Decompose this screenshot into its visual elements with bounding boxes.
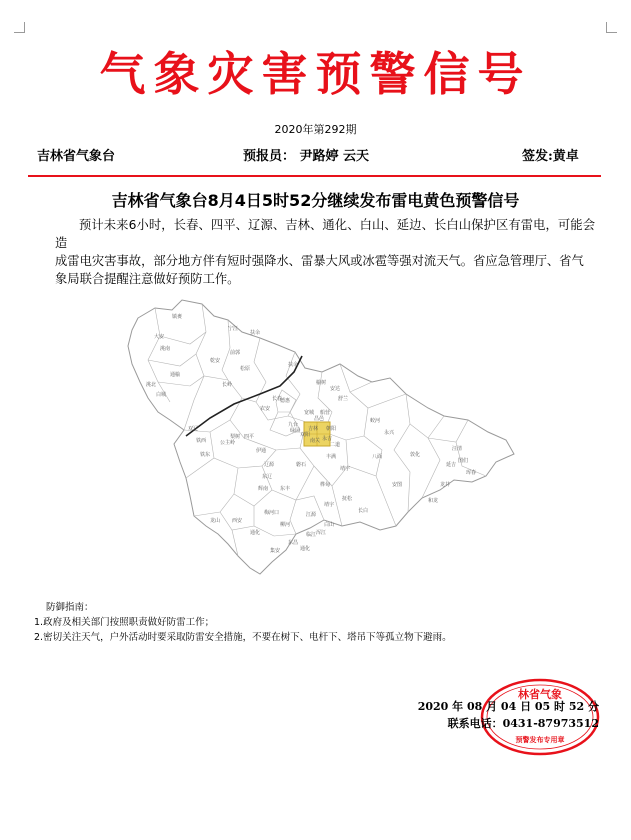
map-label: 通化 xyxy=(250,530,261,536)
map-label: 乾安 xyxy=(210,358,221,364)
map-label: 舒兰 xyxy=(338,396,349,402)
map-label: 东丰 xyxy=(280,486,291,492)
map-label: 磐石 xyxy=(296,462,307,468)
map-label: 昌邑 xyxy=(314,416,325,422)
map-label: 绿园 xyxy=(290,428,301,434)
map-label: 西安 xyxy=(232,518,243,524)
body-line: 成雷电灾害事故，部分地方伴有短时强降水、雷暴大风或冰雹等强对流天气。省应急管理厅、省气 xyxy=(55,254,584,268)
map-label: 双辽 xyxy=(188,426,199,432)
map-label: 铁西 xyxy=(196,438,207,444)
map-label: 通榆 xyxy=(170,372,181,378)
map-label: 安达 xyxy=(330,386,341,392)
map-label: 宽城 xyxy=(304,410,315,416)
map-label: 龙井 xyxy=(440,482,451,488)
forecaster: 预报员： 尹路婷 云天 xyxy=(243,149,370,164)
issue-number: 2020年第292期 xyxy=(274,123,357,136)
map-label: 永兴 xyxy=(384,430,395,436)
map-label: 松原 xyxy=(240,366,251,372)
map-label: 伊通 xyxy=(256,448,267,454)
map-label: 安图 xyxy=(392,482,403,488)
map-label: 桦甸 xyxy=(320,482,331,488)
map-label: 通化 xyxy=(300,546,311,552)
map-label: 长白 xyxy=(358,508,369,514)
map-label: 辽源 xyxy=(264,462,275,468)
map-label: 柳河 xyxy=(280,522,291,528)
body-line: 预计未来6小时，长春、四平、辽源、吉林、通化、白山、延边、长白山保护区有雷电，可能会造 xyxy=(55,218,595,250)
map-label: 延吉 xyxy=(446,462,457,468)
contact-phone: 联系电话：0431-87973512 xyxy=(447,717,599,730)
map-label: 大安 xyxy=(154,334,165,340)
map-label: 抚松 xyxy=(342,496,353,502)
map-label: 扶余 xyxy=(288,362,299,368)
map-label: 双阳 xyxy=(300,432,311,438)
seal-top-text: 林省气象 xyxy=(518,688,562,701)
map-label: 洮北 xyxy=(146,382,157,388)
map-label: 靖宇 xyxy=(340,466,351,472)
map-label: 敦化 xyxy=(410,452,421,458)
map-label: 二道 xyxy=(330,442,341,448)
map-label: 梨树 xyxy=(230,434,241,440)
province-map-svg xyxy=(110,290,520,580)
map-label: 南关 xyxy=(310,438,321,444)
document-headline: 气象灾害预警信号 xyxy=(99,47,532,101)
map-label: 丰满 xyxy=(326,454,337,460)
map-label: 东昌 xyxy=(288,540,299,546)
defense-guidance xyxy=(34,600,452,645)
map-label: 图们 xyxy=(458,458,469,464)
province-map xyxy=(110,290,520,584)
map-label: 朝阳 xyxy=(326,426,337,432)
map-label: 镇赉 xyxy=(172,314,183,320)
map-label: 四平 xyxy=(244,434,255,440)
map-label: 吉林 xyxy=(308,426,319,432)
map-label: 靖宇 xyxy=(324,502,335,508)
map-label: 船营 xyxy=(320,410,331,416)
map-label: 江源 xyxy=(306,512,317,518)
map-label: 白城 xyxy=(156,392,167,398)
corner-mark-left xyxy=(14,22,25,33)
red-divider xyxy=(28,175,601,177)
map-label: 汪清 xyxy=(452,446,463,452)
map-label: 九台 xyxy=(288,422,299,428)
map-label: 公主岭 xyxy=(220,440,236,446)
signer: 签发:黄卓 xyxy=(522,149,579,164)
map-label: 珲春 xyxy=(466,470,477,476)
map-label: 八面 xyxy=(372,454,383,460)
seal-bottom-text: 预警发布专用章 xyxy=(515,735,565,744)
body-line: 象局联合提醒注意做好预防工作。 xyxy=(55,272,240,286)
map-label: 东辽 xyxy=(262,474,273,480)
map-label: 宁江 xyxy=(228,326,239,332)
issuer: 吉林省气象台 xyxy=(37,149,116,164)
bulletin-body xyxy=(55,216,595,288)
map-label: 白山 xyxy=(324,522,335,528)
map-label: 洮南 xyxy=(160,346,171,352)
corner-mark-right xyxy=(606,22,617,33)
map-label: 浑江 xyxy=(316,530,327,536)
issue-datetime: 2020 年 08 月 04 日 05 时 52 分 xyxy=(417,700,599,713)
signature-block xyxy=(418,698,599,732)
map-label: 德惠 xyxy=(280,398,291,404)
map-label: 长岭 xyxy=(222,382,233,388)
bulletin-title: 吉林省气象台8月4日5时52分继续发布雷电黄色预警信号 xyxy=(111,191,520,210)
map-label: 铁东 xyxy=(200,452,211,458)
guidance-item: 2.密切关注天气，户外活动时要采取防雷安全措施，不要在树下、电杆下、塔吊下等孤立物下避雨。 xyxy=(34,632,452,643)
map-label: 龙山 xyxy=(210,518,221,524)
map-label: 长春 xyxy=(272,396,283,402)
map-label: 前郭 xyxy=(230,350,241,356)
map-label: 永吉 xyxy=(322,436,333,442)
map-label: 集安 xyxy=(270,548,281,554)
map-label: 农安 xyxy=(260,406,271,412)
map-label: 和龙 xyxy=(428,498,439,504)
map-label: 梅河口 xyxy=(264,510,280,516)
map-label: 榆树 xyxy=(316,380,327,386)
map-label: 临江 xyxy=(306,532,317,538)
guidance-item: 1.政府及相关部门按照职责做好防雷工作； xyxy=(34,617,215,628)
map-label: 扶余 xyxy=(250,330,261,336)
guidance-heading: 防御指南： xyxy=(46,602,94,613)
map-label: 辉南 xyxy=(258,486,269,492)
map-label: 蛟河 xyxy=(370,418,381,424)
